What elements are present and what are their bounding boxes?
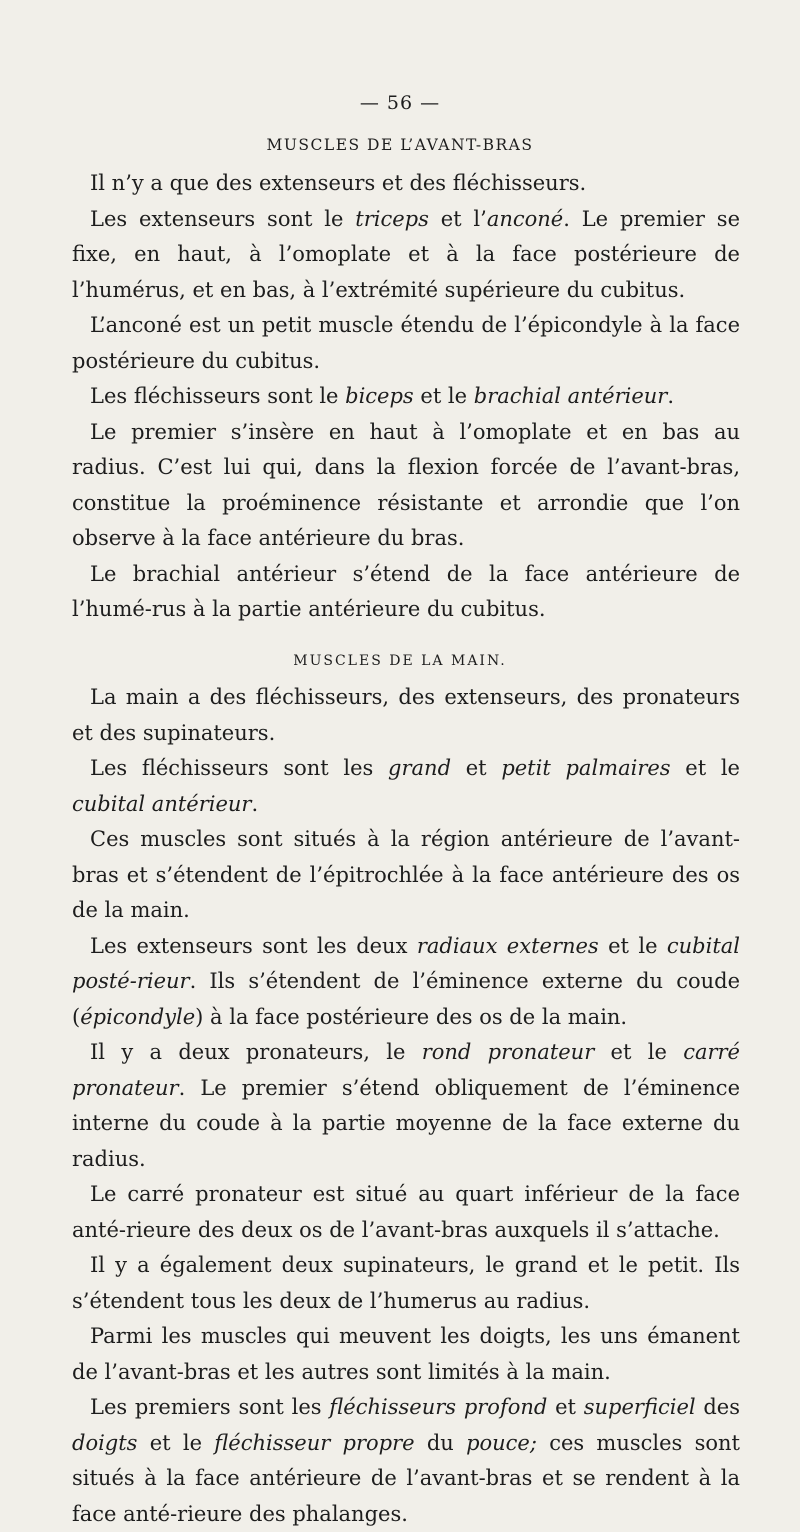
text-run: Les fléchisseurs sont le: [90, 384, 346, 408]
paragraph: [72, 929, 740, 1036]
text-run: Les fléchisseurs sont les: [90, 756, 389, 780]
italic-term: brachial antérieur: [473, 384, 668, 408]
paragraph: [72, 379, 740, 415]
italic-term: cubital posté-rieur: [72, 933, 741, 993]
paragraph: [72, 557, 740, 628]
text-run: et: [451, 756, 502, 780]
text-run: et le: [594, 1040, 684, 1064]
text-run: .: [251, 791, 259, 816]
paragraph: [72, 680, 740, 751]
paragraph: [72, 415, 740, 557]
text-run: Il y a deux pronateurs, le: [90, 1040, 422, 1064]
italic-term: pouce;: [466, 1430, 537, 1455]
italic-term: biceps: [345, 384, 414, 408]
text-run: Ces muscles sont situés à la région antérieure de l’avant-bras et s’étendent de l’épitrochlée à la face antérieure des os de la main.: [72, 827, 740, 922]
text-run: Le premier s’insère en haut à l’omoplate et en bas au radius. C’est lui qui, dans la flexion forcée de l’avant-bras, constitue la proéminence résistante et arrondie que l’on observe à la face antérieure du bras.: [72, 419, 740, 550]
paragraph: [72, 166, 740, 202]
text-run: .: [667, 384, 675, 408]
italic-term: carré pronateur: [72, 1040, 740, 1100]
italic-term: grand: [388, 756, 452, 780]
paragraph: [72, 202, 740, 309]
text-run: Parmi les muscles qui meuvent les doigts, les uns émanent de l’avant-bras et les autres sont limités à la main.: [72, 1324, 740, 1384]
italic-term: petit palmaires: [501, 756, 671, 780]
text-run: L’anconé est un petit muscle étendu de l’épicondyle à la face postérieure du cubitus.: [72, 313, 740, 373]
text-run: . Ils s’étendent de l’éminence externe du coude (: [72, 969, 740, 1029]
paragraph: [72, 1390, 740, 1532]
text-run: et le: [413, 384, 474, 408]
italic-term: anconé: [486, 206, 564, 231]
paragraph: [72, 1319, 740, 1390]
text-run: Le brachial antérieur s’étend de la face antérieure de l’humé-rus à la partie antérieure du cubitus.: [72, 561, 740, 621]
text-run: du: [414, 1430, 467, 1455]
text-run: et le: [598, 933, 667, 958]
text-run: Les premiers sont les: [90, 1395, 330, 1419]
text-run: . Le premier se fixe, en haut, à l’omoplate et à la face postérieure de l’humérus, et en bas, à l’extrémité supérieure du cubitus.: [72, 206, 740, 302]
italic-term: cubital antérieur: [72, 791, 252, 816]
text-run: et le: [137, 1430, 215, 1455]
paragraph: [72, 822, 740, 929]
text-run: ces muscles sont situés à la face antérieure de l’avant-bras et se rendent à la face anté-rieure des phalanges.: [72, 1430, 740, 1526]
text-run: Il y a également deux supinateurs, le grand et le petit. Ils s’étendent tous les deux de l’humerus au radius.: [72, 1253, 740, 1313]
text-run: et le: [670, 756, 740, 780]
text-run: Le carré pronateur est situé au quart inférieur de la face anté-rieure des deux os de l’avant-bras auxquels il s’attache.: [72, 1182, 740, 1242]
italic-term: fléchisseurs profond: [329, 1395, 548, 1419]
section-body-avant-bras: [72, 166, 740, 628]
paragraph: [72, 1248, 740, 1319]
paragraph: [72, 1035, 740, 1177]
text-run: Les extenseurs sont le: [90, 206, 356, 231]
paragraph: [72, 751, 740, 822]
text-run: et: [547, 1395, 584, 1419]
page-number: — 56 —: [359, 92, 441, 114]
italic-term: superficiel: [583, 1395, 696, 1419]
text-run: La main a des fléchisseurs, des extenseurs, des pronateurs et des supinateurs.: [72, 685, 740, 745]
italic-term: triceps: [355, 206, 429, 231]
section-body-main: [72, 680, 740, 1532]
italic-term: doigts: [72, 1430, 138, 1455]
section-heading-main: MUSCLES DE LA MAIN.: [293, 653, 507, 669]
section-heading-avant-bras: MUSCLES DE L’AVANT-BRAS: [266, 136, 534, 154]
italic-term: fléchisseur propre: [214, 1430, 415, 1455]
text-run: ) à la face postérieure des os de la main.: [195, 1004, 628, 1029]
paragraph: [72, 1177, 740, 1248]
text-run: . Le premier s’étend obliquement de l’éminence interne du coude à la partie moyenne de la face externe du radius.: [72, 1075, 740, 1171]
text-run: et l’: [428, 206, 487, 231]
italic-term: radiaux externes: [416, 933, 599, 958]
text-run: Les extenseurs sont les deux: [90, 933, 417, 958]
text-run: Il n’y a que des extenseurs et des fléchisseurs.: [90, 171, 587, 195]
paragraph: [72, 308, 740, 379]
italic-term: épicondyle: [80, 1004, 196, 1029]
text-run: des: [695, 1395, 741, 1419]
italic-term: rond pronateur: [421, 1040, 595, 1064]
